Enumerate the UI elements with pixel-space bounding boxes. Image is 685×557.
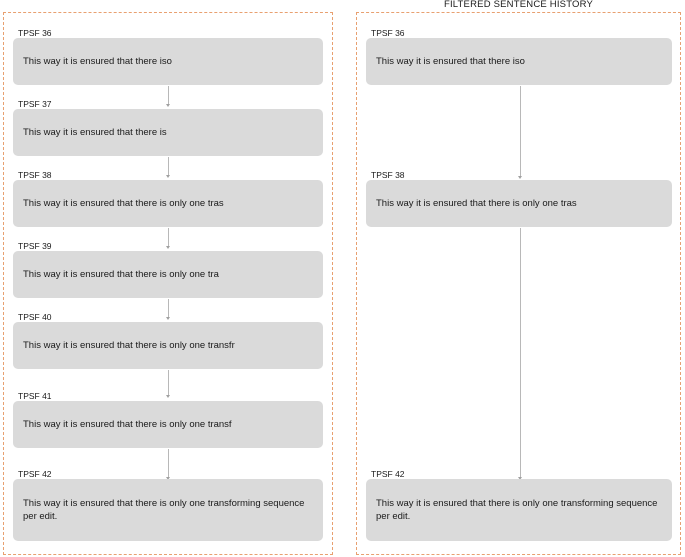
left-box-tpsf-38: This way it is ensured that there is only one tras [13, 180, 323, 227]
right-box-tpsf-36: This way it is ensured that there iso [366, 38, 672, 85]
left-box-tpsf-39: This way it is ensured that there is only one tra [13, 251, 323, 298]
right-label-tpsf-36: TPSF 36 [371, 28, 405, 38]
left-label-tpsf-40: TPSF 40 [18, 312, 52, 322]
right-box-tpsf-42: This way it is ensured that there is only one transforming sequence per edit. [366, 479, 672, 541]
left-label-tpsf-42: TPSF 42 [18, 469, 52, 479]
left-arrow-38-39 [168, 228, 169, 246]
left-box-tpsf-41: This way it is ensured that there is only one transf [13, 401, 323, 448]
left-arrow-37-38 [168, 157, 169, 175]
left-arrow-41-42 [168, 449, 169, 477]
left-label-tpsf-36: TPSF 36 [18, 28, 52, 38]
right-label-tpsf-42: TPSF 42 [371, 469, 405, 479]
left-box-tpsf-40: This way it is ensured that there is only one transfr [13, 322, 323, 369]
right-label-tpsf-38: TPSF 38 [371, 170, 405, 180]
filtered-history-title: FILTERED SENTENCE HISTORY [443, 0, 594, 10]
left-arrow-36-37 [168, 86, 169, 104]
right-arrow-36-38 [520, 86, 521, 176]
left-label-tpsf-37: TPSF 37 [18, 99, 52, 109]
left-label-tpsf-38: TPSF 38 [18, 170, 52, 180]
left-arrow-40-41 [168, 370, 169, 395]
right-box-tpsf-38: This way it is ensured that there is only one tras [366, 180, 672, 227]
left-box-tpsf-42: This way it is ensured that there is only one transforming sequence per edit. [13, 479, 323, 541]
left-label-tpsf-41: TPSF 41 [18, 391, 52, 401]
left-arrow-39-40 [168, 299, 169, 317]
right-arrow-38-42 [520, 228, 521, 477]
left-box-tpsf-36: This way it is ensured that there iso [13, 38, 323, 85]
left-box-tpsf-37: This way it is ensured that there is [13, 109, 323, 156]
left-label-tpsf-39: TPSF 39 [18, 241, 52, 251]
